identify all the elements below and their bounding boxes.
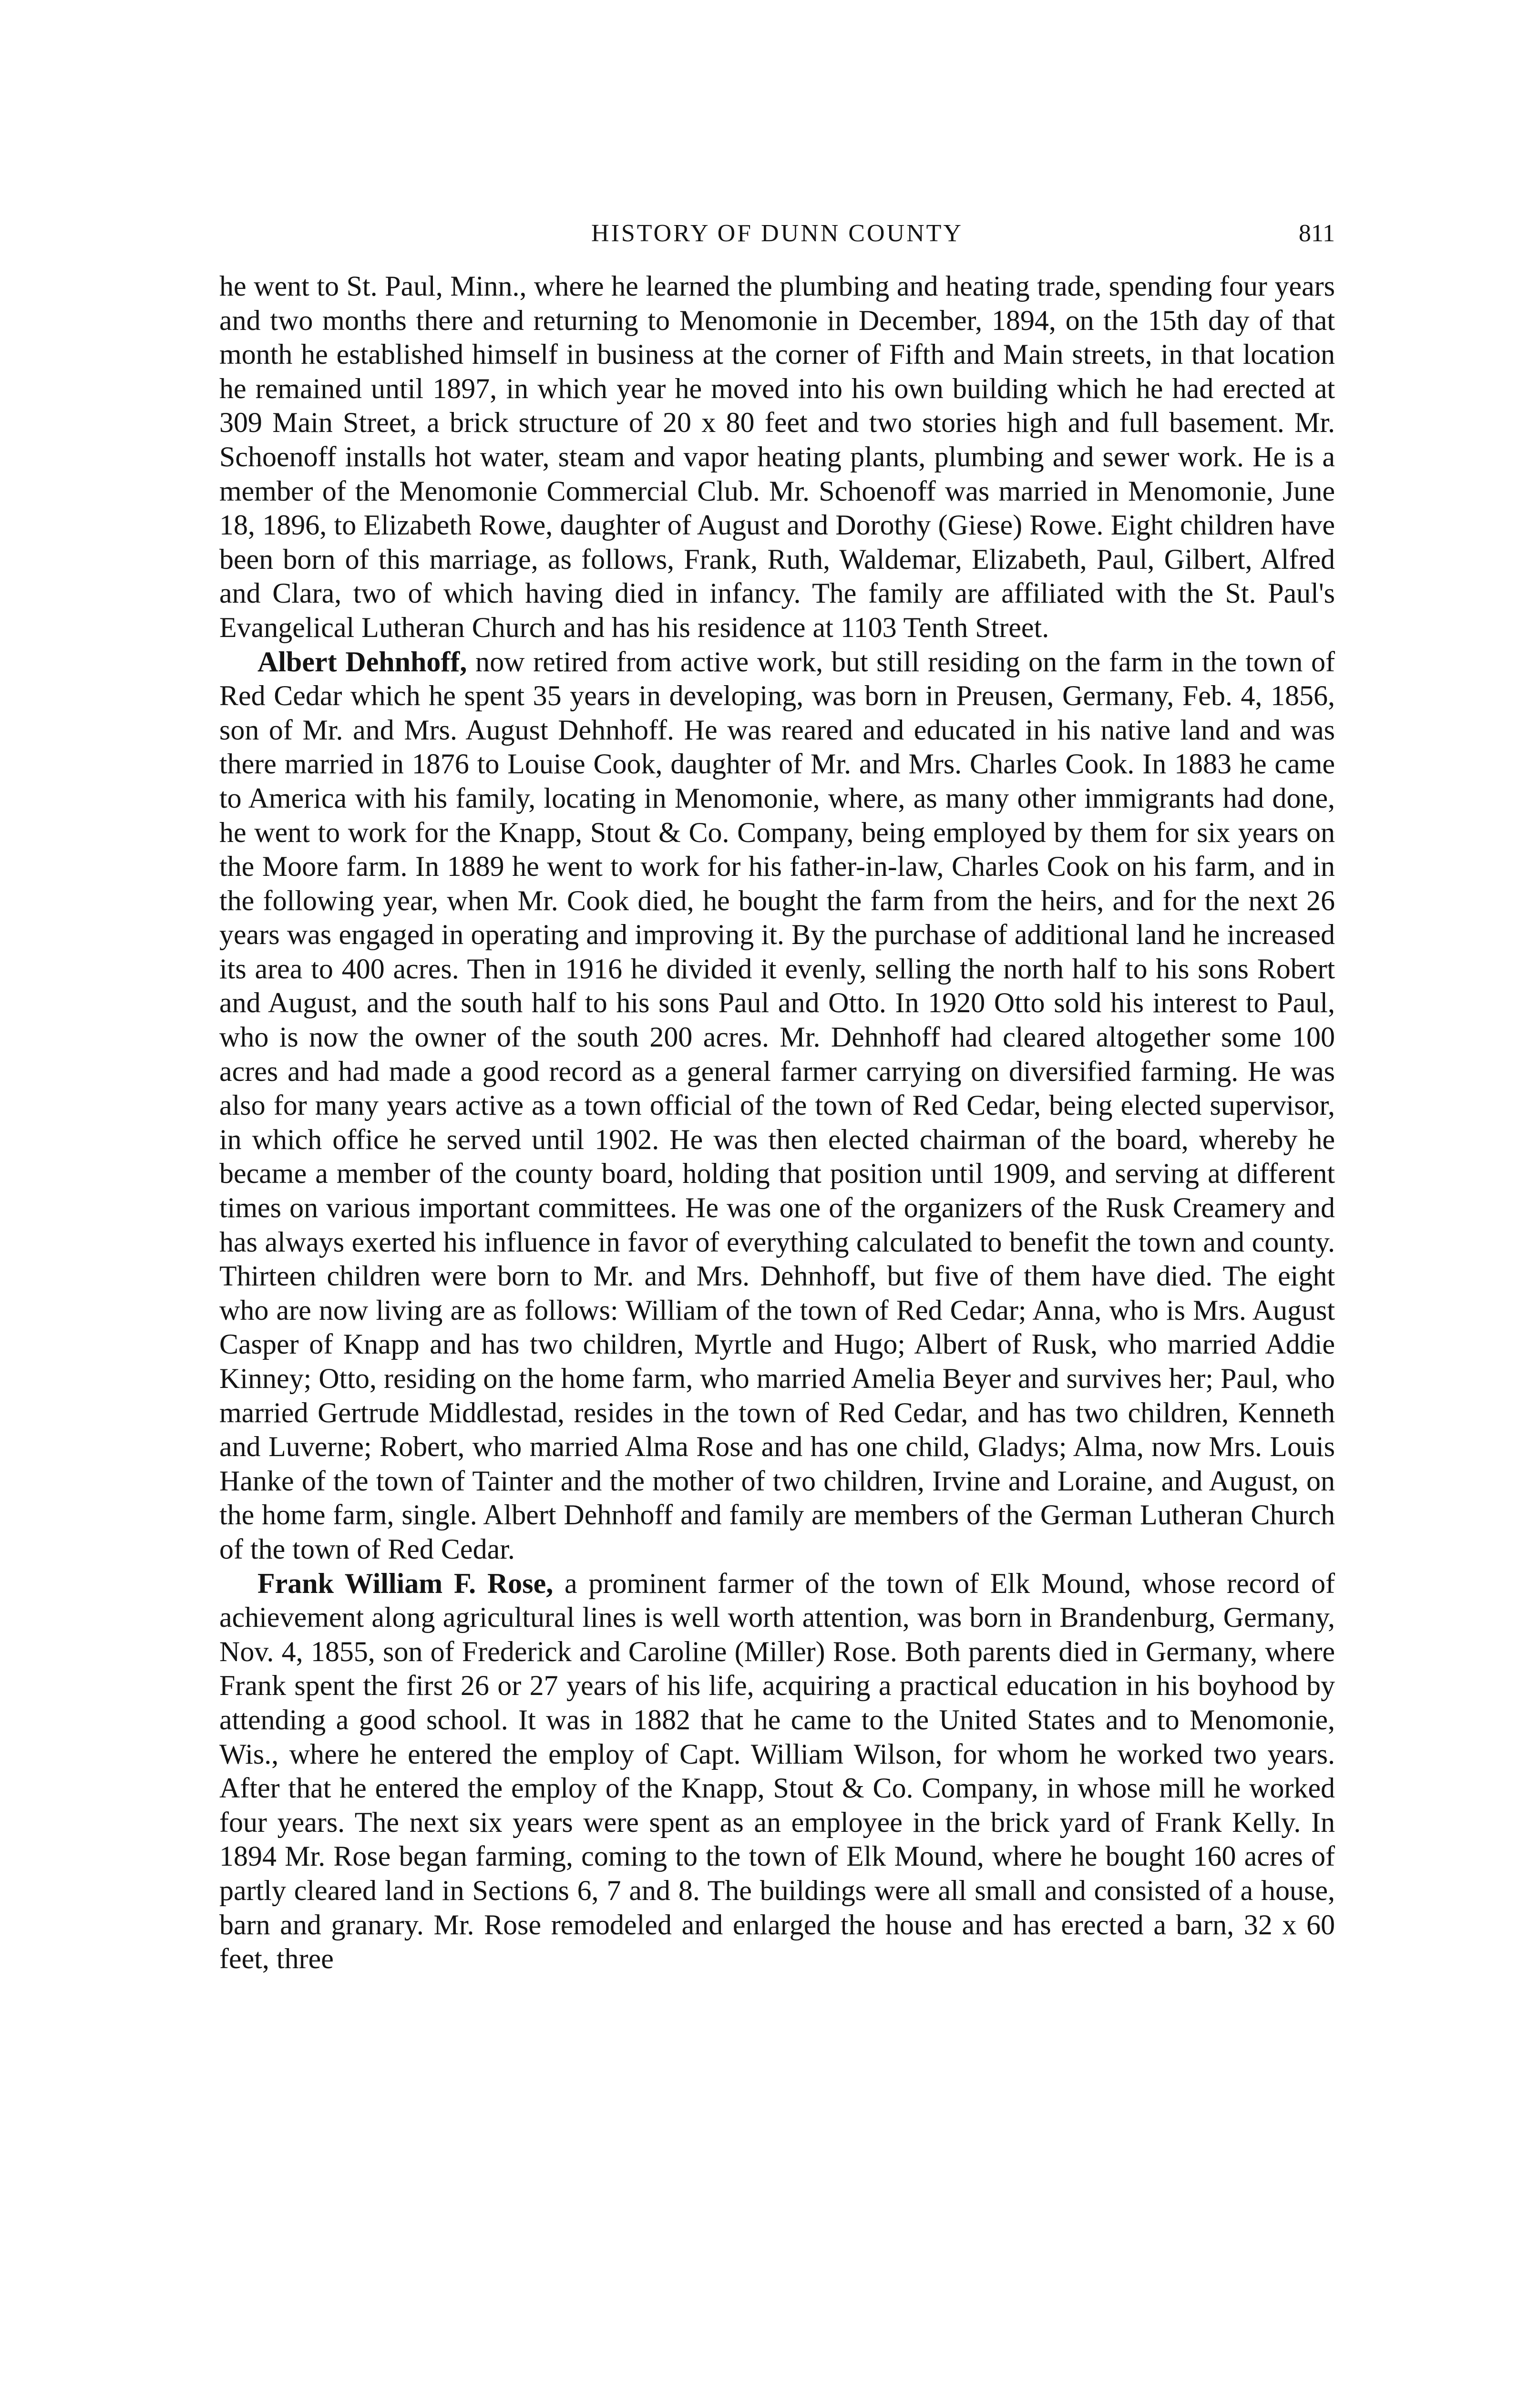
- paragraph-text: he went to St. Paul, Minn., where he learned the plumbing and heating trade, spending four years and two months there and returning to Menomonie in December, 1894, on the 15th day of that month he established himself in business at the corner of Fifth and Main streets, in that location he remained until 1897, in which year he moved into his own building which he had erected at 309 Main Street, a brick structure of 20 x 80 feet and two stories high and full basement. Mr. Schoenoff installs hot water, steam and vapor heating plants, plumbing and sewer work. He is a member of the Menomonie Commercial Club. Mr. Schoenoff was married in Menomonie, June 18, 1896, to Elizabeth Rowe, daughter of August and Dorothy (Giese) Rowe. Eight children have been born of this marriage, as follows, Frank, Ruth, Waldemar, Elizabeth, Paul, Gilbert, Alfred and Clara, two of which having died in infancy. The family are affiliated with the St. Paul's Evangelical Lutheran Church and has his residence at 1103 Tenth Street.: [219, 270, 1335, 643]
- page-header: [219, 215, 1335, 253]
- paragraph-lead-name: Albert Dehnhoff,: [257, 646, 467, 678]
- paragraph-rose: [219, 1567, 1335, 1976]
- page-number: 811: [1298, 220, 1335, 247]
- paragraph-lead-name: Frank William F. Rose,: [257, 1567, 554, 1599]
- paragraph-schoenoff: [219, 269, 1335, 645]
- body-text: [219, 269, 1335, 1976]
- paragraph-dehnhoff: [219, 645, 1335, 1567]
- running-title: HISTORY OF DUNN COUNTY: [591, 220, 963, 247]
- paragraph-text: now retired from active work, but still residing on the farm in the town of Red Cedar which he spent 35 years in developing, was born in Preusen, Germany, Feb. 4, 1856, son of Mr. and Mrs. August Dehnhoff. He was reared and educated in his native land and was there married in 1876 to Louise Cook, daughter of Mr. and Mrs. Charles Cook. In 1883 he came to America with his family, locating in Menomonie, where, as many other immigrants had done, he went to work for the Knapp, Stout & Co. Company, being employed by them for six years on the Moore farm. In 1889 he went to work for his father-in-law, Charles Cook on his farm, and in the following year, when Mr. Cook died, he bought the farm from the heirs, and for the next 26 years was engaged in operating and improving it. By the purchase of additional land he increased its area to 400 acres. Then in 1916 he divided it evenly, selling the north half to his sons Robert and August, and the south half to his sons Paul and Otto. In 1920 Otto sold his interest to Paul, who is now the owner of the south 200 acres. Mr. Dehnhoff had cleared altogether some 100 acres and had made a good record as a general farmer carrying on diversified farming. He was also for many years active as a town official of the town of Red Cedar, being elected supervisor, in which office he served until 1902. He was then elected chairman of the board, whereby he became a member of the county board, holding that position until 1909, and serving at different times on various important committees. He was one of the organizers of the Rusk Creamery and has always exerted his influence in favor of everything calculated to benefit the town and county. Thirteen children were born to Mr. and Mrs. Dehnhoff, but five of them have died. The eight who are now living are as follows: William of the town of Red Cedar; Anna, who is Mrs. August Casper of Knapp and has two children, Myrtle and Hugo; Albert of Rusk, who married Addie Kinney; Otto, residing on the home farm, who married Amelia Beyer and survives her; Paul, who married Gertrude Middlestad, resides in the town of Red Cedar, and has two children, Kenneth and Luverne; Robert, who married Alma Rose and has one child, Gladys; Alma, now Mrs. Louis Hanke of the town of Tainter and the mother of two children, Irvine and Loraine, and August, on the home farm, single. Albert Dehnhoff and family are members of the German Lutheran Church of the town of Red Cedar.: [219, 646, 1335, 1565]
- paragraph-text: a prominent farmer of the town of Elk Mound, whose record of achievement along agricultural lines is well worth attention, was born in Brandenburg, Germany, Nov. 4, 1855, son of Frederick and Caroline (Miller) Rose. Both parents died in Germany, where Frank spent the first 26 or 27 years of his life, acquiring a practical education in his boyhood by attending a good school. It was in 1882 that he came to the United States and to Menomonie, Wis., where he entered the employ of Capt. William Wilson, for whom he worked two years. After that he entered the employ of the Knapp, Stout & Co. Company, in whose mill he worked four years. The next six years were spent as an employee in the brick yard of Frank Kelly. In 1894 Mr. Rose began farming, coming to the town of Elk Mound, where he bought 160 acres of partly cleared land in Sections 6, 7 and 8. The buildings were all small and consisted of a house, barn and granary. Mr. Rose remodeled and enlarged the house and has erected a barn, 32 x 60 feet, three: [219, 1567, 1335, 1975]
